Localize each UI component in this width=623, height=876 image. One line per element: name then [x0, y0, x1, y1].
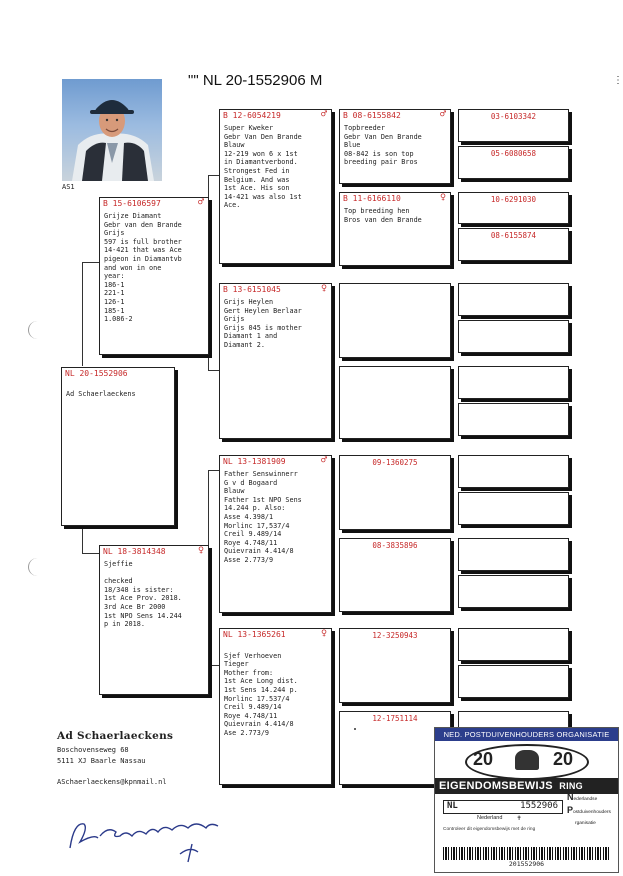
- ring-number: 09-1360275: [372, 458, 418, 467]
- card-text: Ad Schaerlaeckens: [66, 390, 136, 398]
- fourth-gen-card: [458, 146, 569, 179]
- ring-field: [443, 800, 563, 814]
- fourth-gen-card: [458, 455, 569, 488]
- certificate-ring-word: RING: [559, 781, 583, 791]
- fourth-gen-card: [458, 403, 569, 436]
- dam-card: [99, 545, 209, 695]
- great-grandparent-card: [339, 455, 451, 530]
- ring-number: B 15-6106597: [103, 199, 161, 208]
- fourth-gen-card: [458, 320, 569, 353]
- side-text-3: rganisatie: [575, 821, 596, 826]
- cross-icon: ✝: [517, 814, 522, 822]
- ring-country: NL: [447, 801, 458, 811]
- ring-number: B 13-6151045: [223, 285, 281, 294]
- ring-number: 03-6103342: [490, 112, 537, 121]
- photo-caption: AS1: [62, 183, 75, 191]
- card-text: Grijs Heylen Gert Heylen Berlaar Grijs Grijs 045 is mother Diamant 1 and Diamant 2.: [224, 298, 302, 349]
- great-grandparent-card: [339, 192, 451, 266]
- great-grandparent-card: [339, 628, 451, 703]
- female-symbol-icon: ♀: [320, 628, 327, 639]
- side-letter-n: N: [567, 792, 574, 802]
- fourth-gen-card: [458, 228, 569, 261]
- punch-hole-mark: [28, 321, 47, 339]
- fourth-gen-card: [458, 283, 569, 316]
- granddam-sire-side-card: [219, 283, 332, 439]
- connector-line: [82, 262, 99, 263]
- connector-line: [82, 553, 99, 554]
- owner-name: Ad Schaerlaeckens: [57, 730, 174, 742]
- ring-number: NL 20-1552906: [65, 369, 128, 378]
- portrait-image: [62, 79, 162, 181]
- ring-number: B 12-6054219: [223, 111, 281, 120]
- speck-mark: [354, 728, 356, 730]
- ring-number: NL 13-1365261: [223, 630, 286, 639]
- male-symbol-icon: ♂: [320, 109, 327, 120]
- great-grandparent-card: [339, 366, 451, 439]
- certificate-side-text: [567, 792, 611, 829]
- fourth-gen-card: [458, 192, 569, 224]
- card-text: Sjef Verhoeven Tieger Mother from: 1st Ace Long dist. 1st Sens 14.244 p. Morlinc 17.537/4 Creil 9.489/14 Roye 4.748/11 Quievrain 4.414/8 Ase 2.773/9: [224, 651, 298, 737]
- grandsire-dam-side-card: [219, 455, 332, 613]
- great-grandparent-card: [339, 283, 451, 358]
- certificate-org: NED. POSTDUIVENHOUDERS ORGANISATIE: [435, 728, 618, 741]
- male-symbol-icon: ♂: [439, 109, 446, 120]
- connector-line: [208, 175, 219, 176]
- owner-photo: [62, 79, 162, 181]
- fourth-gen-card: [458, 538, 569, 571]
- side-text-2: ostduivenhouders: [573, 810, 611, 815]
- certificate-title: EIGENDOMSBEWIJS: [439, 780, 553, 792]
- fourth-gen-card: [458, 575, 569, 608]
- card-text: Topbreeder Gebr Van Den Brande Blue 08-842 is son top breeding pair Bros: [344, 124, 422, 167]
- certificate-notice: Controleer dit eigendomsbewijs met de ring: [443, 827, 536, 832]
- ring-number: 10-6291030: [490, 195, 537, 204]
- ring-number: 08-6155874: [490, 231, 537, 240]
- fourth-gen-card: [458, 492, 569, 525]
- punch-hole-mark: [28, 558, 47, 576]
- ring-number: 05-6080658: [490, 149, 537, 158]
- year-left: 20: [473, 749, 494, 769]
- female-symbol-icon: ♀: [320, 283, 327, 294]
- card-text: Sjeffie checked 18/348 is sister: 1st Ace Prov. 2018. 3rd Ace Br 2000 1st NPO Sens 14.244 p in 2018.: [104, 560, 182, 629]
- card-text: Grijze Diamant Gebr van den Brande Grijs 597 is full brother 14-421 that was Ace pigeon in Diamantvb and won in one year: 186-1 221-1 126-1 185-1 1.086-2: [104, 212, 182, 324]
- fourth-gen-card: [458, 628, 569, 661]
- subject-card: [61, 367, 175, 526]
- ring-number: NL 13-1381909: [223, 457, 286, 466]
- ring-number-field: 1552906: [520, 801, 558, 811]
- male-symbol-icon: ♂: [320, 455, 327, 466]
- male-symbol-icon: ♂: [197, 197, 204, 208]
- pigeon-logo-icon: [515, 750, 539, 770]
- owner-city: 5111 XJ Baarle Nassau: [57, 757, 146, 765]
- barcode: [443, 847, 610, 860]
- ring-number: 12-1751114: [372, 714, 418, 723]
- fourth-gen-card: [458, 665, 569, 698]
- ring-number: B 08-6155842: [343, 111, 401, 120]
- year-right: 20: [553, 749, 574, 769]
- card-text: Top breeding hen Bros van den Brande: [344, 207, 422, 224]
- ring-number: 12-3250943: [372, 631, 418, 640]
- ring-number: B 11-6166110: [343, 194, 401, 203]
- connector-line: [208, 665, 219, 666]
- handwritten-signature: [60, 808, 250, 866]
- granddam-dam-side-card: [219, 628, 332, 785]
- certificate-land: Nederland: [477, 815, 503, 821]
- sire-card: [99, 197, 209, 355]
- connector-line: [208, 370, 219, 371]
- ring-number: NL 18-3814348: [103, 547, 166, 556]
- ring-number: 08-3835896: [372, 541, 418, 550]
- fourth-gen-card: [458, 109, 569, 142]
- grandsire-sire-side-card: [219, 109, 332, 264]
- owner-street: Boschovenseweg 68: [57, 746, 129, 754]
- side-text-1: ederlandse: [573, 797, 598, 802]
- card-text: Super Kweker Gebr Van Den Brande Blauw 12-219 won 6 x 1st in Diamantverbond. Strongest Fed in Belgium. And was 1st Ace. His son 14-421 was also 1st Ace.: [224, 124, 302, 210]
- great-grandparent-card: [339, 109, 451, 184]
- edge-mark: ⋮: [613, 75, 623, 86]
- barcode-number: 201552906: [508, 860, 545, 868]
- connector-line: [82, 262, 83, 366]
- document-title: "" NL 20-1552906 M: [188, 72, 323, 89]
- side-letter-p: P: [567, 805, 574, 815]
- connector-line: [208, 470, 219, 471]
- ownership-certificate: [434, 727, 619, 873]
- owner-email: ASchaerlaeckens@kpnmail.nl: [57, 778, 167, 786]
- fourth-gen-card: [458, 366, 569, 399]
- female-symbol-icon: ♀: [197, 545, 204, 556]
- great-grandparent-card: [339, 538, 451, 612]
- female-symbol-icon: ♀: [439, 192, 446, 203]
- card-text: Father Senswinnerr G v d Bogaard Blauw Father 1st NPO Sens 14.244 p. Also: Asse 4.398/1 Morlinc 17,537/4 Creil 9.489/14 Roye 4.748/11 Quievrain 4.414/8 Asse 2.773/9: [224, 470, 302, 564]
